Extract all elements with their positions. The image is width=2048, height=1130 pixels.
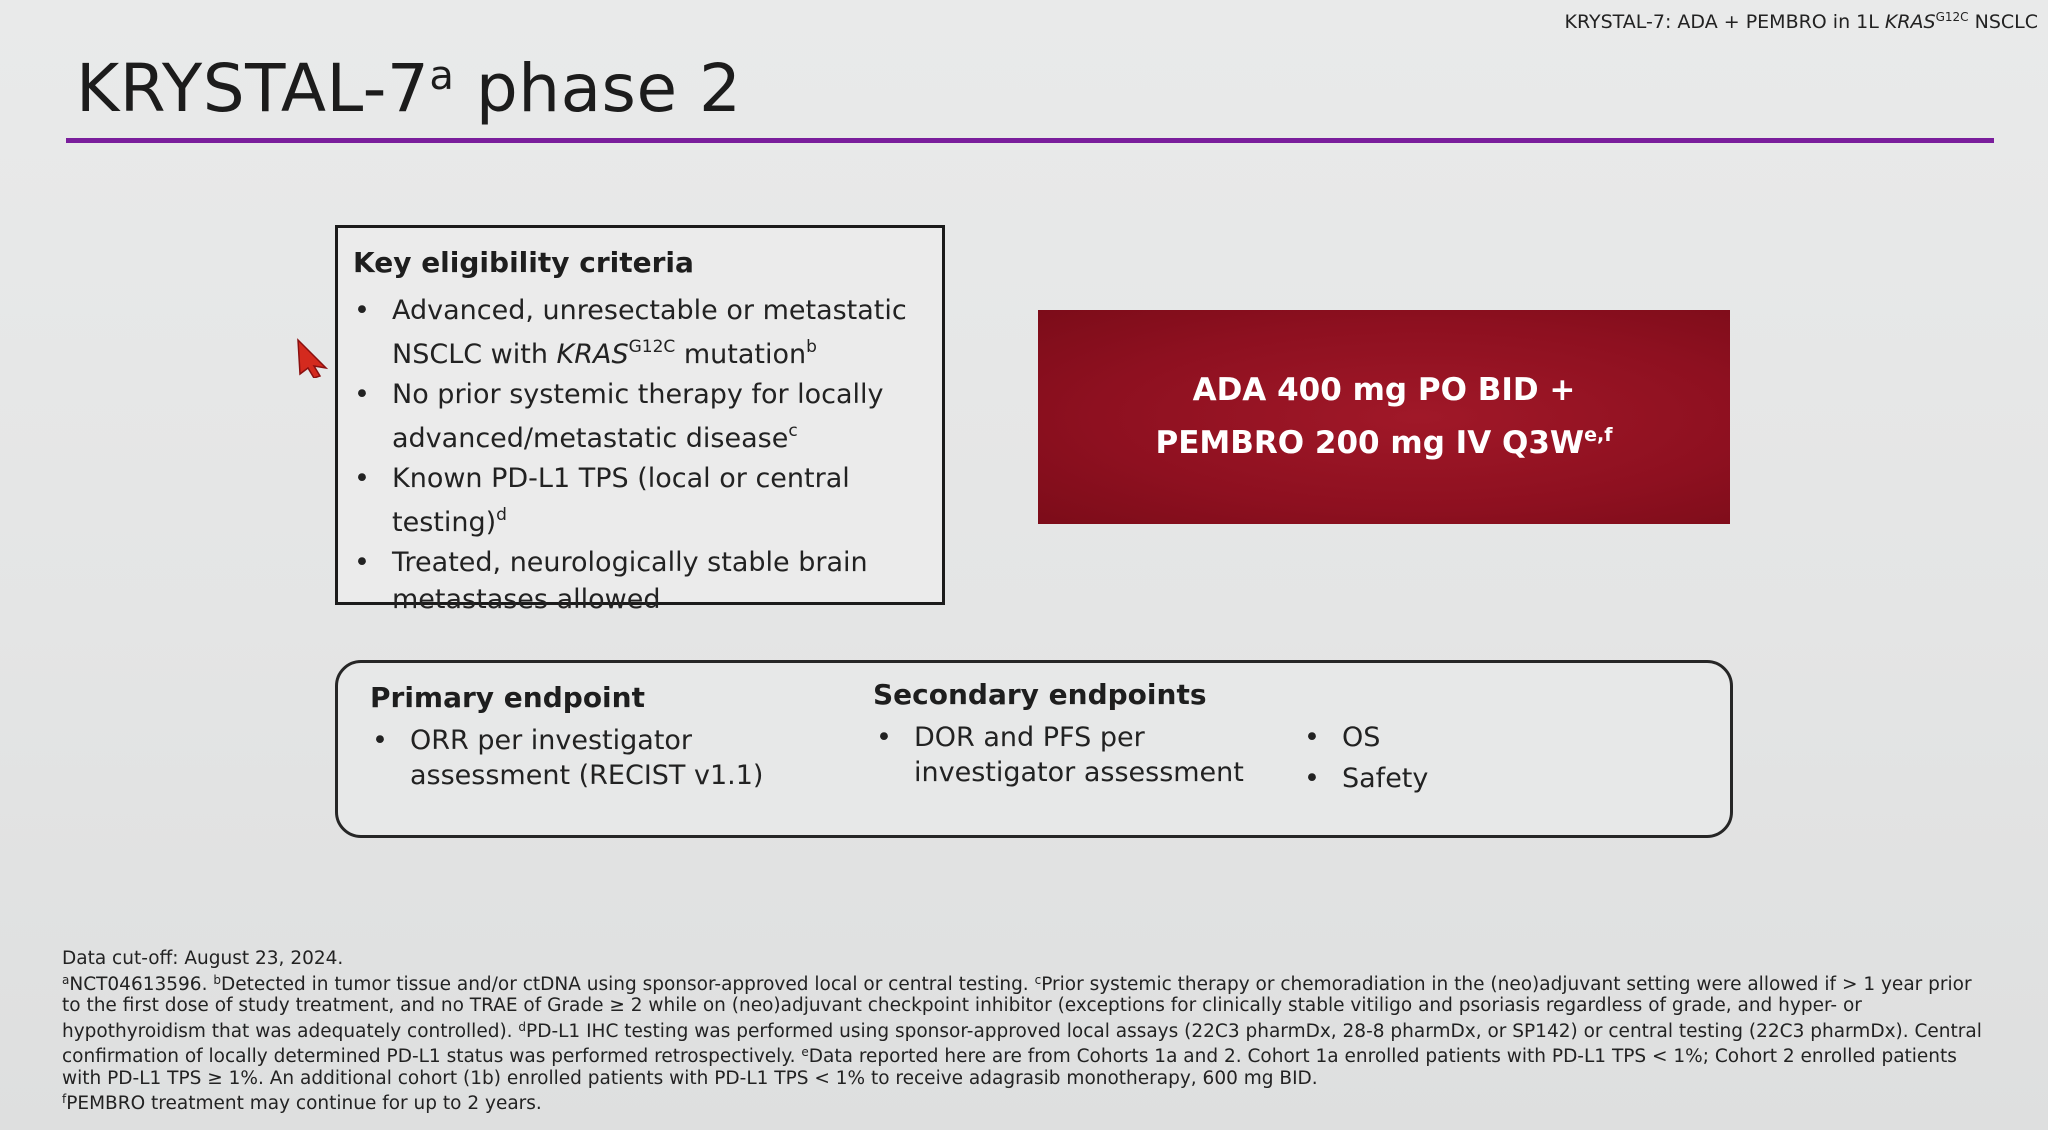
- bullet-icon: •: [876, 722, 892, 753]
- secondary-endpoints-heading: Secondary endpoints: [873, 678, 1207, 711]
- dosing-line-1: ADA 400 mg PO BID +: [1192, 372, 1576, 408]
- eligibility-item: • Advanced, unresectable or metastatic NSCLC with $KRAS^{G12C}$ mutation$^b$: [350, 292, 940, 373]
- bullet-icon: •: [354, 547, 370, 578]
- bullet-icon: •: [1304, 763, 1320, 794]
- pointer-cursor-icon: [296, 338, 330, 378]
- secondary-endpoint-item: • OS: [1304, 722, 1381, 753]
- eligibility-item: • No prior systemic therapy for locally advanced/metastatic disease$^c$: [350, 376, 940, 457]
- running-title: KRYSTAL-7: ADA + PEMBRO in 1L $KRAS^{G12C}$ NSCLC: [1564, 10, 2038, 33]
- dosing-line-2: PEMBRO 200 mg IV $Q3W^{e,f}$: [1155, 424, 1613, 461]
- bullet-icon: •: [372, 725, 388, 756]
- footnote-body: $^a$NCT04613596. $^b$Detected in tumor tissue and/or ctDNA using sponsor-approved local or central testing. $^c$Prior systemic therapy or chemoradiation in the (neo)adjuvant setting were allowed if > 1 year prior to the first dose of study treatment, and no TRAE of Grade ≥ 2 while on (neo)adjuvant checkpoint inhibitor (exceptions for clinically stable vitiligo and psoriasis regardless of grade, and hyper- or hypothyroidism that was adequately controlled). $^d$PD-L1 IHC testing was performed using sponsor-approved local assays (22C3 pharmDx, 28-8 pharmDx, or SP142) or central testing (22C3 pharmDx). Central confirmation of locally determined PD-L1 status was performed retrospectively. $^e$Data reported here are from Cohorts 1a and 2. Cohort 1a enrolled patients with PD-L1 TPS < 1%; Cohort 2 enrolled patients with PD-L1 TPS ≥ 1%. An additional cohort (1b) enrolled patients with PD-L1 TPS < 1% to receive adagrasib monotherapy, 600 mg BID. $^f$PEMBRO treatment may continue for up to 2 years.: [62, 972, 1982, 1114]
- primary-endpoint-heading: Primary endpoint: [370, 681, 645, 714]
- footnotes: [62, 948, 1992, 1115]
- bullet-icon: •: [1304, 722, 1320, 753]
- dosing-regimen-box: [1038, 310, 1730, 524]
- eligibility-criteria-box: [335, 225, 945, 615]
- bullet-icon: •: [354, 295, 370, 326]
- title-divider: [66, 138, 1994, 143]
- secondary-endpoint-item: • Safety: [1304, 763, 1429, 794]
- data-cutoff-note: Data cut-off: August 23, 2024.: [62, 948, 344, 969]
- secondary-endpoint-item: • DOR and PFS per investigator assessment: [876, 722, 1244, 788]
- eligibility-item: • Treated, neurologically stable brain metastases allowed: [350, 544, 940, 618]
- endpoints-box: [335, 660, 1733, 838]
- eligibility-item: • Known PD-L1 TPS (local or central testing)$^d$: [350, 460, 940, 541]
- eligibility-heading: Key eligibility criteria: [353, 246, 694, 279]
- primary-endpoint-item: • ORR per investigator assessment (RECIST v1.1): [372, 725, 764, 791]
- eligibility-list: [350, 292, 940, 621]
- bullet-icon: •: [354, 379, 370, 410]
- slide-title: KRYSTAL-7$^a$ phase 2: [76, 50, 742, 127]
- bullet-icon: •: [354, 463, 370, 494]
